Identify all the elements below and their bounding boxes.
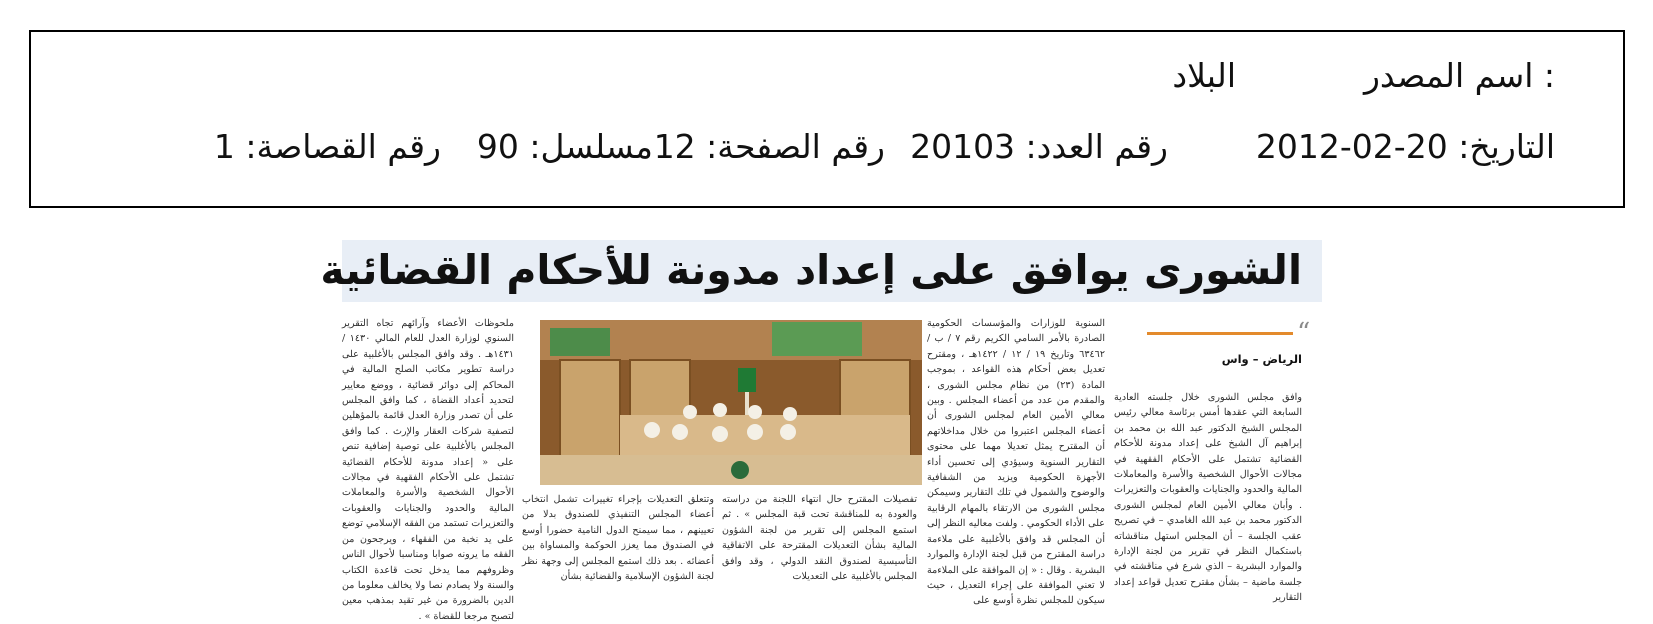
newspaper-clipping [320,240,1322,622]
article-column-3: تفصيلات المقترح حال انتهاء اللجنة من دراسته والعودة به للمناقشة تحت قبة المجلس » . ثم استمع المجلس إلى تقرير من لجنة الشؤون المالية بشأن التعديلات المقترحة على الاتفاقية التأسيسية لصندوق النقد الدولي ، وقد وافق المجلس بالأغلبية على التعديلات [722,494,917,583]
article-column-1: وافق مجلس الشورى خلال جلسته العادية السابعة التي عقدها أمس برئاسة معالي رئيس المجلس الشيخ الدكتور عبد الله بن محمد بن إبراهيم آل الشيخ على إعداد مدونة للأحكام القضائية تشتمل على الأحكام الفقهية في مجالات الأحوال الشخصية والأسرة والمعاملات المالية والحدود والجنايات والعقوبات والتعزيرات . وأبان معالي الأمين العام لمجلس الشورى الدكتور محمد بن عبد الله الغامدي – في تصريح عقب الجلسة – أن المجلس استهل مناقشاته باستكمال النظر في تقرير من لجنة الإدارة والموارد البشرية – الذي شرع في مناقشته في جلسة ماضية – بشأن مقترح تعديل قواعد إعداد التقارير [1114,392,1302,604]
article-byline: الرياض – واس [1221,352,1302,366]
issue-field: رقم العدد: 20103 [910,127,1168,166]
source-label: اسم المصدر : [1363,56,1555,95]
date-field: التاريخ: 20-02-2012 [1255,127,1555,166]
article-column-4: وتتعلق التعديلات بإجراء تغييرات تشمل انتخاب أعضاء المجلس التنفيذي للصندوق بدلا من تعيينهم ، مما سيمنح الدول النامية حضورا أوسع في الصندوق مما يعزز الحوكمة والمساواة بين أعضائه . بعد ذلك استمع المجلس إلى وجهة نظر لجنة الشؤون الإسلامية والقضائية بشأن [522,494,714,583]
source-value: البلاد [1172,56,1236,95]
council-session-photo [540,320,922,485]
accent-divider [1147,332,1293,335]
page-field: رقم الصفحة: 12 [653,127,885,166]
article-column-5: ملحوظات الأعضاء وآرائهم تجاه التقرير السنوي لوزارة العدل للعام المالي ١٤٣٠ / ١٤٣١هـ . وقد وافق المجلس بالأغلبية على دراسة تطوير مكاتب الصلح المالية في المحاكم إلى دوائر قضائية ، ووضع معايير لتحديد أعداد القضاة ، كما وافق المجلس على أن تصدر وزارة العدل قائمة بالمؤهلين لتصفية شركات العقار والإرث . كما وافق المجلس بالأغلبية على توصية إضافية تنص على « إعداد مدونة للأحكام القضائية تشتمل على الأحكام الفقهية في مجالات الأحوال الشخصية والأسرة والمعاملات المالية والحدود والجنايات والعقوبات والتعزيرات تستمد من الفقه الإسلامي توضع على يد نخبة من الفقهاء ، ويرجحون من الفقه ما يرونه صوابا ومناسبا لأحوال الناس وظروفهم مما يدخل تحت قاعدة الكتاب والسنة ولا يصادم نصا ولا يخالف معلوما من الدين بالضرورة من غير تقيد بمذهب معين لتصبح مرجعا للقضاة » . [342,318,514,622]
photo-illustration [540,320,922,485]
headline-band [320,240,1322,302]
serial-field: مسلسل: 90 [476,127,653,166]
clip-number-field: رقم القصاصة: 1 [213,127,441,166]
quote-mark-icon: “ [1297,318,1311,348]
source-info-box [29,30,1625,208]
article-column-2: السنوية للوزارات والمؤسسات الحكومية الصادرة بالأمر السامي الكريم رقم ٧ / ب / ٦٣٤٦٢ وتاريخ ١٩ / ١٢ / ١٤٢٢هـ ، ومقترح تعديل بعض أحكام هذه القواعد ، بموجب المادة (٢٣) من نظام مجلس الشورى ، والمقدم من عدد من أعضاء المجلس . وبين معالي الأمين العام لمجلس الشورى أن أعضاء المجلس اعتبروا من خلال مداخلاتهم أن المقترح يمثل تعديلا مهما على محتوى التقارير السنوية وسيؤدي إلى تحسين أداء الأجهزة الحكومية ويزيد من الشفافية والوضوح والشمول في تلك التقارير وسيمكن مجلس الشورى من الارتقاء بالمهام الرقابية على الأداء الحكومي . ولفت معاليه النظر إلى أن المجلس قد وافق بالأغلبية على ملاءمة دراسة المقترح من قبل لجنة الإدارة والموارد البشرية . وقال : « إن الموافقة على الملاءمة لا تعني الموافقة على إجراء التعديل ، حيث سيكون للمجلس نظرة أوسع على [927,318,1105,607]
article-headline: الشورى يوافق على إعداد مدونة للأحكام القضائية [320,246,1302,294]
